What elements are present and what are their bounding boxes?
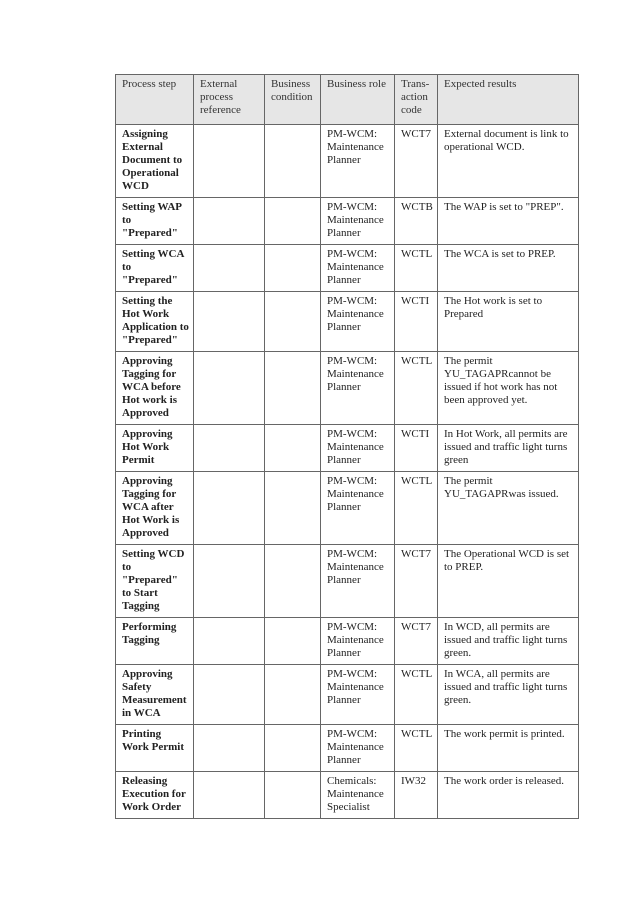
- external-reference-cell: [194, 425, 265, 472]
- external-reference-cell: [194, 125, 265, 198]
- table-row: [116, 665, 579, 725]
- expected-results-cell: In Hot Work, all permits are issued and traffic light turns green: [438, 425, 579, 472]
- process-step-cell: Approving Hot Work Permit: [116, 425, 194, 472]
- expected-results-cell: The Hot work is set to Prepared: [438, 292, 579, 352]
- header-external-process-reference: External process reference: [194, 75, 265, 125]
- expected-results-cell: The Operational WCD is set to PREP.: [438, 545, 579, 618]
- business-condition-cell: [265, 665, 321, 725]
- process-step-cell: Setting the Hot Work Application to "Prepared": [116, 292, 194, 352]
- table-row: [116, 772, 579, 819]
- header-business-role: Business role: [321, 75, 395, 125]
- business-role-cell: PM-WCM: Maintenance Planner: [321, 472, 395, 545]
- process-table: [115, 74, 579, 819]
- business-condition-cell: [265, 245, 321, 292]
- business-role-cell: PM-WCM: Maintenance Planner: [321, 665, 395, 725]
- process-step-cell: Approving Tagging for WCA after Hot Work is Approved: [116, 472, 194, 545]
- process-step-cell: Performing Tagging: [116, 618, 194, 665]
- transaction-code-cell: WCT7: [395, 545, 438, 618]
- process-step-cell: Setting WCA to "Prepared": [116, 245, 194, 292]
- external-reference-cell: [194, 618, 265, 665]
- transaction-code-cell: WCTL: [395, 472, 438, 545]
- table-row: [116, 352, 579, 425]
- header-process-step: Process step: [116, 75, 194, 125]
- external-reference-cell: [194, 665, 265, 725]
- process-step-cell: Approving Tagging for WCA before Hot work is Approved: [116, 352, 194, 425]
- process-step-cell: Setting WAP to "Prepared": [116, 198, 194, 245]
- business-role-cell: PM-WCM: Maintenance Planner: [321, 545, 395, 618]
- header-business-condition: Business condition: [265, 75, 321, 125]
- table-row: [116, 725, 579, 772]
- table-row: [116, 292, 579, 352]
- table-row: [116, 245, 579, 292]
- expected-results-cell: The permit YU_TAGAPRwas issued.: [438, 472, 579, 545]
- business-condition-cell: [265, 725, 321, 772]
- expected-results-cell: The WAP is set to "PREP".: [438, 198, 579, 245]
- expected-results-cell: The work permit is printed.: [438, 725, 579, 772]
- external-reference-cell: [194, 772, 265, 819]
- transaction-code-cell: WCTL: [395, 725, 438, 772]
- expected-results-cell: In WCA, all permits are issued and traffic light turns green.: [438, 665, 579, 725]
- transaction-code-cell: WCTI: [395, 425, 438, 472]
- process-step-cell: Approving Safety Measurement in WCA: [116, 665, 194, 725]
- expected-results-cell: In WCD, all permits are issued and traffic light turns green.: [438, 618, 579, 665]
- table-row: [116, 472, 579, 545]
- business-condition-cell: [265, 352, 321, 425]
- business-condition-cell: [265, 772, 321, 819]
- transaction-code-cell: WCT7: [395, 125, 438, 198]
- table-row: [116, 125, 579, 198]
- external-reference-cell: [194, 725, 265, 772]
- business-condition-cell: [265, 125, 321, 198]
- table-row: [116, 618, 579, 665]
- table-header-row: [116, 75, 579, 125]
- transaction-code-cell: WCTL: [395, 245, 438, 292]
- transaction-code-cell: WCTB: [395, 198, 438, 245]
- external-reference-cell: [194, 292, 265, 352]
- transaction-code-cell: WCTL: [395, 665, 438, 725]
- business-role-cell: Chemicals: Maintenance Specialist: [321, 772, 395, 819]
- table-body: [116, 125, 579, 819]
- header-transaction-code: Trans-action code: [395, 75, 438, 125]
- expected-results-cell: The WCA is set to PREP.: [438, 245, 579, 292]
- process-step-cell: Setting WCD to "Prepared" to Start Tagging: [116, 545, 194, 618]
- table-row: [116, 198, 579, 245]
- business-role-cell: PM-WCM: Maintenance Planner: [321, 352, 395, 425]
- expected-results-cell: The permit YU_TAGAPRcannot be issued if hot work has not been approved yet.: [438, 352, 579, 425]
- process-step-cell: Assigning External Document to Operational WCD: [116, 125, 194, 198]
- transaction-code-cell: WCTI: [395, 292, 438, 352]
- business-condition-cell: [265, 472, 321, 545]
- business-condition-cell: [265, 425, 321, 472]
- business-role-cell: PM-WCM: Maintenance Planner: [321, 425, 395, 472]
- business-role-cell: PM-WCM: Maintenance Planner: [321, 618, 395, 665]
- business-role-cell: PM-WCM: Maintenance Planner: [321, 125, 395, 198]
- business-condition-cell: [265, 198, 321, 245]
- transaction-code-cell: WCT7: [395, 618, 438, 665]
- transaction-code-cell: IW32: [395, 772, 438, 819]
- external-reference-cell: [194, 198, 265, 245]
- business-role-cell: PM-WCM: Maintenance Planner: [321, 198, 395, 245]
- process-step-cell: Releasing Execution for Work Order: [116, 772, 194, 819]
- expected-results-cell: External document is link to operational WCD.: [438, 125, 579, 198]
- table-row: [116, 425, 579, 472]
- business-condition-cell: [265, 618, 321, 665]
- transaction-code-cell: WCTL: [395, 352, 438, 425]
- external-reference-cell: [194, 245, 265, 292]
- external-reference-cell: [194, 352, 265, 425]
- business-condition-cell: [265, 545, 321, 618]
- header-expected-results: Expected results: [438, 75, 579, 125]
- expected-results-cell: The work order is released.: [438, 772, 579, 819]
- business-role-cell: PM-WCM: Maintenance Planner: [321, 245, 395, 292]
- business-role-cell: PM-WCM: Maintenance Planner: [321, 292, 395, 352]
- business-condition-cell: [265, 292, 321, 352]
- table-row: [116, 545, 579, 618]
- process-step-cell: Printing Work Permit: [116, 725, 194, 772]
- external-reference-cell: [194, 545, 265, 618]
- external-reference-cell: [194, 472, 265, 545]
- business-role-cell: PM-WCM: Maintenance Planner: [321, 725, 395, 772]
